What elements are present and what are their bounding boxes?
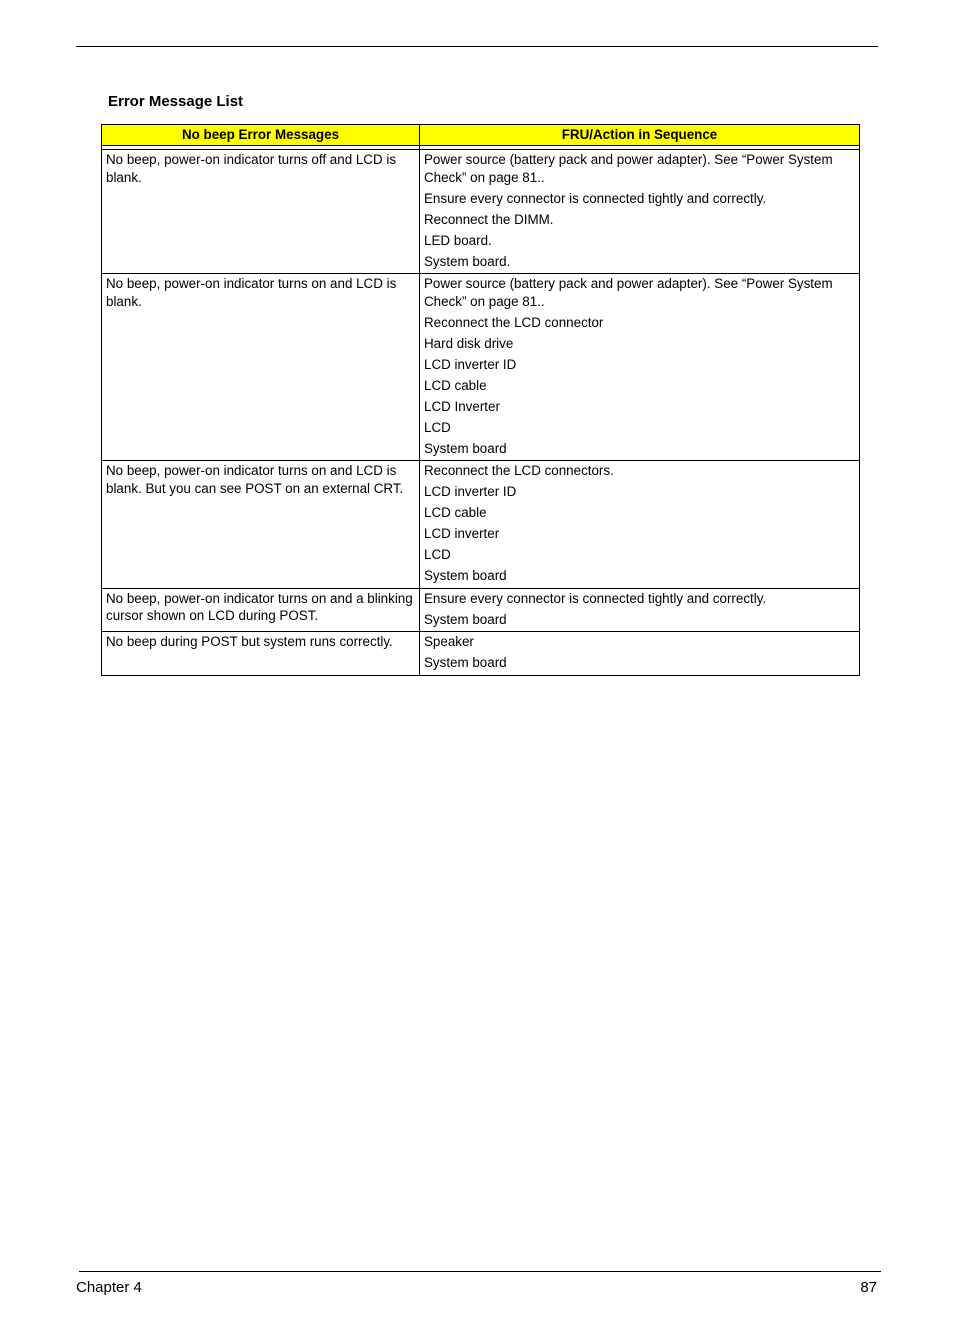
fru-action-cell (420, 632, 860, 676)
fru-action-item: Power source (battery pack and power adapter). See “Power System Check” on page 81.. (424, 276, 833, 309)
top-rule (76, 46, 878, 47)
table-row (102, 588, 860, 632)
fru-action-item: Power source (battery pack and power adapter). See “Power System Check” on page 81.. (424, 152, 833, 185)
fru-action-item: Reconnect the LCD connector (424, 314, 604, 330)
fru-action-item: LCD inverter ID (424, 484, 517, 499)
fru-action-item: LCD cable (424, 377, 487, 393)
fru-action-item: System board (424, 568, 507, 583)
error-message-cell: No beep, power-on indicator turns on and LCD is blank. But you can see POST on an external CRT. (102, 461, 420, 589)
fru-action-item: System board (424, 611, 507, 627)
table-row (102, 632, 860, 676)
bottom-rule (79, 1271, 881, 1272)
fru-action-item: LCD (424, 419, 451, 435)
fru-action-item: Speaker (424, 634, 474, 649)
table-row (102, 461, 860, 589)
fru-action-item: System board (424, 655, 507, 670)
fru-action-item: LCD (424, 547, 451, 562)
table-row (102, 274, 860, 461)
error-message-table (101, 124, 860, 676)
section-title: Error Message List (108, 93, 244, 110)
fru-action-item: LCD inverter ID (424, 356, 517, 372)
table-row (102, 150, 860, 274)
fru-action-item: System board (424, 440, 507, 456)
fru-action-item: Reconnect the DIMM. (424, 211, 554, 227)
error-message-cell: No beep, power-on indicator turns on and a blinking cursor shown on LCD during POST. (102, 588, 420, 632)
footer-page-number: 87 (860, 1279, 877, 1296)
fru-action-item: LCD Inverter (424, 398, 500, 414)
fru-action-cell (420, 461, 860, 589)
fru-action-item: System board. (424, 253, 511, 269)
error-message-cell: No beep, power-on indicator turns off and LCD is blank. (102, 150, 420, 274)
fru-action-cell (420, 274, 860, 461)
table-body (102, 146, 860, 676)
fru-action-item: Reconnect the LCD connectors. (424, 463, 614, 478)
fru-action-cell (420, 150, 860, 274)
error-message-cell: No beep during POST but system runs correctly. (102, 632, 420, 676)
fru-action-item: LCD cable (424, 505, 487, 520)
fru-action-cell (420, 588, 860, 632)
fru-action-item: Hard disk drive (424, 335, 514, 351)
footer-chapter: Chapter 4 (76, 1279, 142, 1296)
table-header-row (102, 125, 860, 146)
fru-action-item: LCD inverter (424, 526, 500, 541)
fru-action-item: LED board. (424, 232, 492, 248)
error-message-cell: No beep, power-on indicator turns on and LCD is blank. (102, 274, 420, 461)
fru-action-item: Ensure every connector is connected tightly and correctly. (424, 190, 767, 206)
header-actions: FRU/Action in Sequence (420, 125, 860, 146)
fru-action-item: Ensure every connector is connected tightly and correctly. (424, 590, 767, 606)
header-messages: No beep Error Messages (102, 125, 420, 146)
